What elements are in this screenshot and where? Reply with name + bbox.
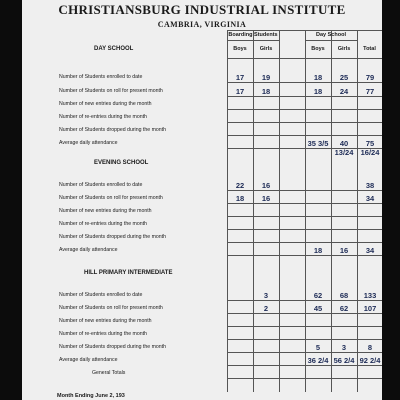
row-rule [227, 352, 382, 353]
column-divider [227, 30, 228, 392]
row-rule [227, 378, 382, 379]
cell-value: 25 [339, 73, 349, 82]
cell-value: 17 [235, 73, 245, 82]
day-girls-header: Girls [337, 46, 351, 52]
month-ending: Month Ending June 2, 193 [57, 393, 125, 399]
cell-value: 17 [235, 87, 245, 96]
day-school-header: Day School [316, 32, 346, 38]
row-label: Number of Students dropped during the month [59, 234, 166, 240]
row-rule [227, 190, 382, 191]
cell-value: 45 [313, 304, 323, 313]
row-label: Number of new entries during the month [59, 318, 152, 324]
cell-value: 34 [365, 194, 375, 203]
cell-value: 18 [261, 87, 271, 96]
row-label: Number of new entries during the month [59, 208, 152, 214]
cell-value: 62 [339, 304, 349, 313]
cell-value: 40 13/24 [334, 139, 354, 157]
row-rule [227, 203, 382, 204]
boarding-boys-header: Boys [233, 46, 247, 52]
row-label: Number of Students dropped during the month [59, 344, 166, 350]
column-divider [331, 30, 332, 392]
institute-title: CHRISTIANSBURG INDUSTRIAL INSTITUTE [58, 2, 346, 17]
cell-value: 68 [339, 291, 349, 300]
row-label: Number of Students enrolled to date [59, 182, 143, 188]
cell-value: 75 16/24 [360, 139, 380, 157]
row-rule [227, 339, 382, 340]
row-rule [227, 109, 382, 110]
row-label: Average daily attendance [59, 140, 118, 146]
cell-value: 38 [365, 181, 375, 190]
group-rule [227, 40, 279, 41]
column-divider [279, 30, 280, 392]
attendance-table [22, 30, 382, 392]
row-label: General Totals [92, 370, 126, 376]
cell-value: 56 2/4 [333, 356, 355, 365]
row-rule [227, 135, 382, 136]
cell-value: 35 3/5 [307, 139, 329, 148]
row-rule [227, 326, 382, 327]
cell-value: 8 [367, 343, 373, 352]
column-divider [305, 30, 306, 392]
cell-value: 18 [313, 246, 323, 255]
cell-value: 107 [363, 304, 377, 313]
cell-value: 92 2/4 [359, 356, 381, 365]
row-label: Average daily attendance [59, 247, 118, 253]
row-label: Number of Students on roll for present month [59, 195, 163, 201]
group-rule [305, 40, 357, 41]
cell-value: 36 2/4 [307, 356, 329, 365]
institute-location: CAMBRIA, VIRGINIA [157, 20, 247, 29]
row-label: Number of Students on roll for present month [59, 88, 163, 94]
boarding-students-header: Boarding Students [228, 32, 278, 38]
cell-value: 34 [365, 246, 375, 255]
cell-value: 16 [261, 181, 271, 190]
boarding-girls-header: Girls [259, 46, 273, 52]
cell-value: 3 [341, 343, 347, 352]
section-title: DAY SCHOOL [94, 46, 134, 52]
column-divider [357, 30, 358, 392]
column-divider [253, 30, 254, 392]
cell-value: 16 [261, 194, 271, 203]
row-rule [227, 122, 382, 123]
row-rule [227, 82, 382, 83]
cell-value: 18 [235, 194, 245, 203]
cell-value: 133 [363, 291, 377, 300]
row-label: Number of Students dropped during the month [59, 127, 166, 133]
row-rule [227, 365, 382, 366]
cell-value: 24 [339, 87, 349, 96]
cell-value: 2 [263, 304, 269, 313]
row-label: Number of re-entries during the month [59, 114, 147, 120]
cell-value: 18 [313, 87, 323, 96]
cell-value: 16 [339, 246, 349, 255]
row-rule [227, 96, 382, 97]
cell-value: 77 [365, 87, 375, 96]
cell-value: 62 [313, 291, 323, 300]
header-rule [227, 30, 382, 31]
report-sheet [22, 0, 382, 400]
section-title: HILL PRIMARY INTERMEDIATE [84, 270, 173, 276]
cell-value: 18 [313, 73, 323, 82]
day-boys-header: Boys [311, 46, 325, 52]
total-header: Total [363, 46, 376, 52]
cell-value: 5 [315, 343, 321, 352]
row-label: Number of re-entries during the month [59, 221, 147, 227]
row-label: Number of Students enrolled to date [59, 292, 143, 298]
row-rule [227, 313, 382, 314]
row-label: Number of re-entries during the month [59, 331, 147, 337]
row-label: Number of Students enrolled to date [59, 74, 143, 80]
row-rule [227, 216, 382, 217]
header-rule [227, 58, 382, 59]
row-rule [227, 255, 382, 256]
cell-value: 22 [235, 181, 245, 190]
cell-value: 19 [261, 73, 271, 82]
row-rule [227, 242, 382, 243]
row-label: Number of new entries during the month [59, 101, 152, 107]
row-label: Number of Students on roll for present month [59, 305, 163, 311]
cell-value: 79 [365, 73, 375, 82]
cell-value: 3 [263, 291, 269, 300]
row-rule [227, 300, 382, 301]
row-label: Average daily attendance [59, 357, 118, 363]
section-title: EVENING SCHOOL [94, 160, 149, 166]
row-rule [227, 229, 382, 230]
